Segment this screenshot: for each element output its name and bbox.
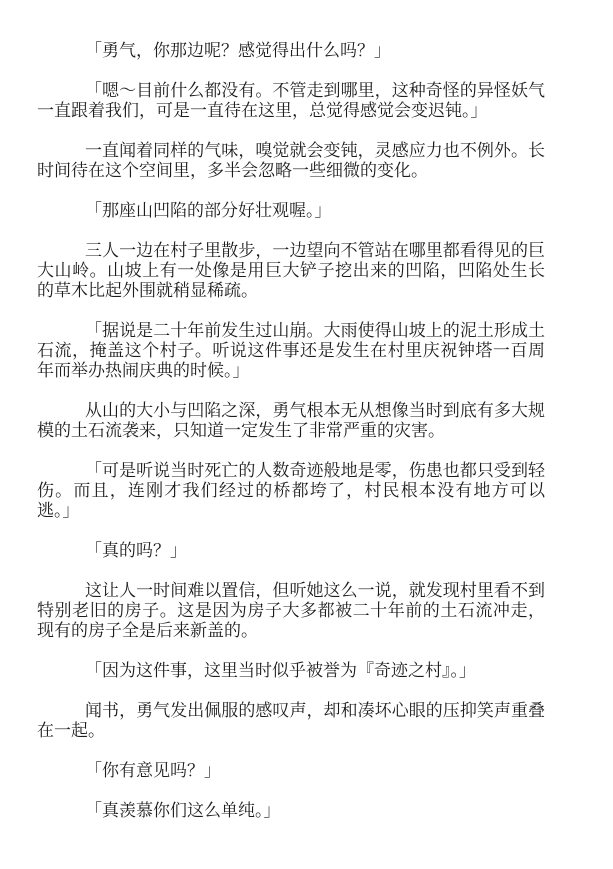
paragraph: 三人一边在村子里散步，一边望向不管站在哪里都看得见的巨大山岭。山坡上有一处像是用巨大铲子挖出来的凹陷，凹陷处生长的草木比起外围就稍显稀疏。 xyxy=(37,241,545,300)
paragraph: 「可是听说当时死亡的人数奇迹般地是零，伤患也都只受到轻伤。而且，连刚才我们经过的桥都垮了，村民根本没有地方可以逃。」 xyxy=(37,461,545,520)
paragraph: 一直闻着同样的气味，嗅觉就会变钝，灵感应力也不例外。长时间待在这个空间里，多半会忽略一些细微的变化。 xyxy=(37,141,545,180)
paragraph: 「因为这件事，这里当时似乎被誉为『奇迹之村』。」 xyxy=(85,661,476,680)
paragraph: 「勇气，你那边呢？感觉得出什么吗？」 xyxy=(85,41,391,60)
paragraph: 从山的大小与凹陷之深，勇气根本无从想像当时到底有多大规模的土石流袭来，只知道一定发生了非常严重的灾害。 xyxy=(37,401,545,440)
paragraph: 「那座山凹陷的部分好壮观喔。」 xyxy=(85,201,332,220)
paragraph: 「你有意见吗？」 xyxy=(85,761,221,780)
paragraph: 这让人一时间难以置信，但听她这么一说，就发现村里看不到特别老旧的房子。这是因为房子大多都被二十年前的土石流冲走，现有的房子全是后来新盖的。 xyxy=(37,581,545,640)
paragraph: 「真羡慕你们这么单纯。」 xyxy=(85,801,281,820)
document-body xyxy=(37,41,545,821)
paragraph: 「嗯～目前什么都没有。不管走到哪里，这种奇怪的异怪妖气一直跟着我们，可是一直待在这里，总觉得感觉会变迟钝。」 xyxy=(37,81,545,120)
paragraph: 闻书，勇气发出佩服的感叹声，却和凑坏心眼的压抑笑声重叠在一起。 xyxy=(37,701,545,740)
paragraph: 「真的吗？」 xyxy=(85,541,187,560)
paragraph: 「据说是二十年前发生过山崩。大雨使得山坡上的泥土形成土石流，掩盖这个村子。听说这件事还是发生在村里庆祝钟塔一百周年而举办热闹庆典的时候。」 xyxy=(37,321,545,380)
